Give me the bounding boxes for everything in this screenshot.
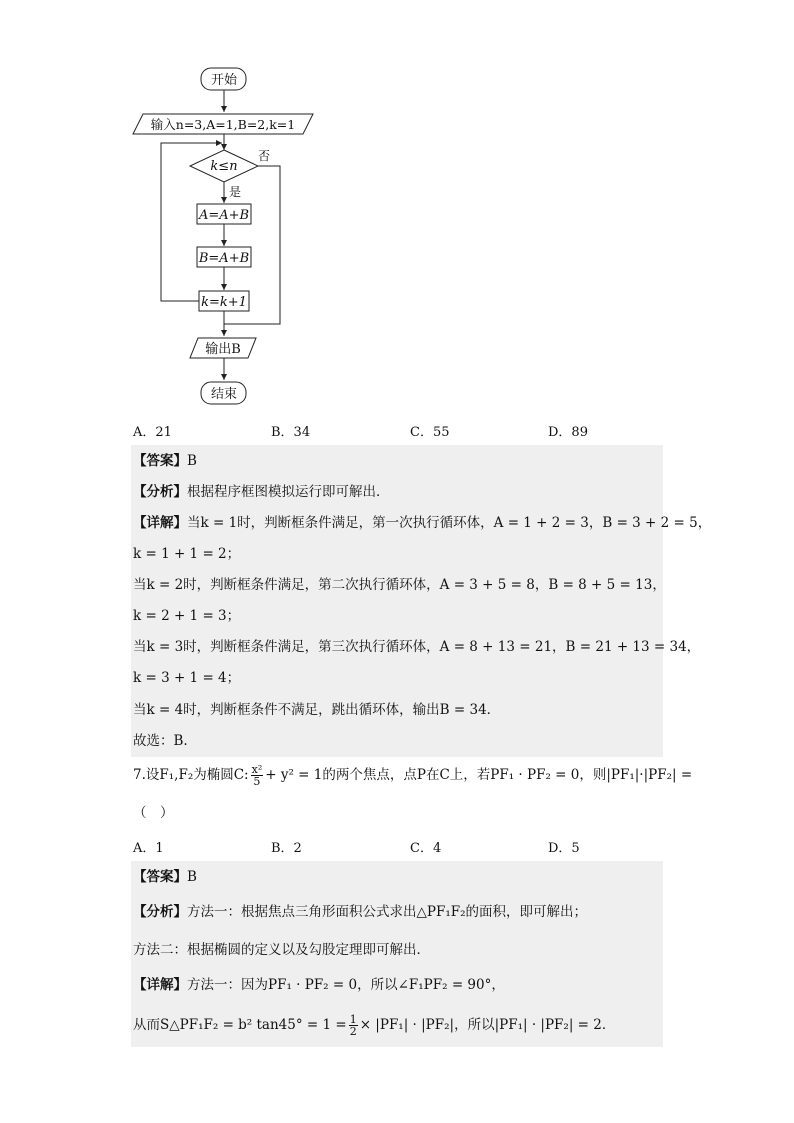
q6-detail-line-6: k = 3 + 1 = 4；: [133, 670, 241, 686]
output-label: 输出B: [205, 342, 241, 357]
q6-option-a: A．21: [133, 425, 172, 440]
q7-detail-1: 【详解】方法一：因为PF₁ · PF₂ = 0，所以∠F₁PF₂ = 90°，: [133, 977, 505, 993]
q6-analysis: 【分析】根据程序框图模拟运行即可解出．: [133, 484, 390, 500]
q6-detail-line-8: 故选：B.: [133, 733, 188, 749]
q6-option-c: C．55: [410, 425, 450, 440]
flowchart: [0, 0, 794, 420]
q7-detail-2: 从而S△PF₁F₂ = b² tan45° = 1 = $\frac{1}{2}$ × |PF₁| · |PF₂|，所以|PF₁| · |PF₂| = 2．: [133, 1013, 616, 1038]
q6-detail-line-2: k = 1 + 1 = 2；: [133, 546, 241, 562]
step2-label: B=A+B: [198, 251, 250, 266]
q6-answer: 【答案】B: [133, 453, 197, 469]
q6-detail-line-1: 【详解】当k = 1时，判断框条件满足，第一次执行循环体，A = 1 + 2 = 3，B = 3 + 2 = 5，: [133, 515, 712, 531]
q7-option-a: A．1: [133, 841, 164, 856]
q6-option-d: D．89: [548, 425, 588, 440]
yes-label: 是: [229, 185, 242, 199]
q7-answer: 【答案】B: [133, 869, 197, 885]
q7-analysis-2: 方法二：根据椭圆的定义以及勾股定理即可解出．: [133, 942, 430, 958]
input-label: 输入n=3,A=1,B=2,k=1: [150, 117, 296, 132]
q6-option-b: B．34: [271, 425, 311, 440]
q6-detail-line-3: 当k = 2时，判断框条件满足，第二次执行循环体，A = 3 + 5 = 8，B = 8 + 5 = 13，: [133, 577, 666, 593]
step1-label: A=A+B: [198, 208, 250, 223]
q6-options: [133, 421, 693, 441]
start-label: 开始: [210, 73, 238, 88]
q7-option-d: D．5: [548, 841, 580, 856]
no-label: 否: [258, 149, 271, 163]
q7-blank: （ ）: [133, 805, 174, 821]
q6-detail-line-4: k = 2 + 1 = 3；: [133, 608, 241, 624]
q6-detail-line-5: 当k = 3时，判断框条件满足，第三次执行循环体，A = 8 + 13 = 21，B = 21 + 13 = 34，: [133, 639, 701, 655]
end-label: 结束: [210, 387, 238, 402]
q7-analysis-1: 【分析】方法一：根据焦点三角形面积公式求出△PF₁F₂的面积，即可解出；: [133, 904, 588, 920]
q7-option-c: C．4: [410, 841, 442, 856]
q6-detail-line-7: 当k = 4时，判断框条件不满足，跳出循环体，输出B = 34．: [133, 702, 501, 718]
q7-option-b: B．2: [271, 841, 302, 856]
step3-label: k=k+1: [201, 295, 247, 310]
q7-options: [133, 837, 693, 857]
q7-stem: 7.设F₁,F₂为椭圆C: $\frac{\text{x²}}{5}$ + y² = 1的两个焦点，点P在C上，若PF₁ · PF₂ = 0，则|PF₁|·|PF₂| =: [133, 763, 693, 788]
condition-label: k≤n: [210, 159, 238, 174]
